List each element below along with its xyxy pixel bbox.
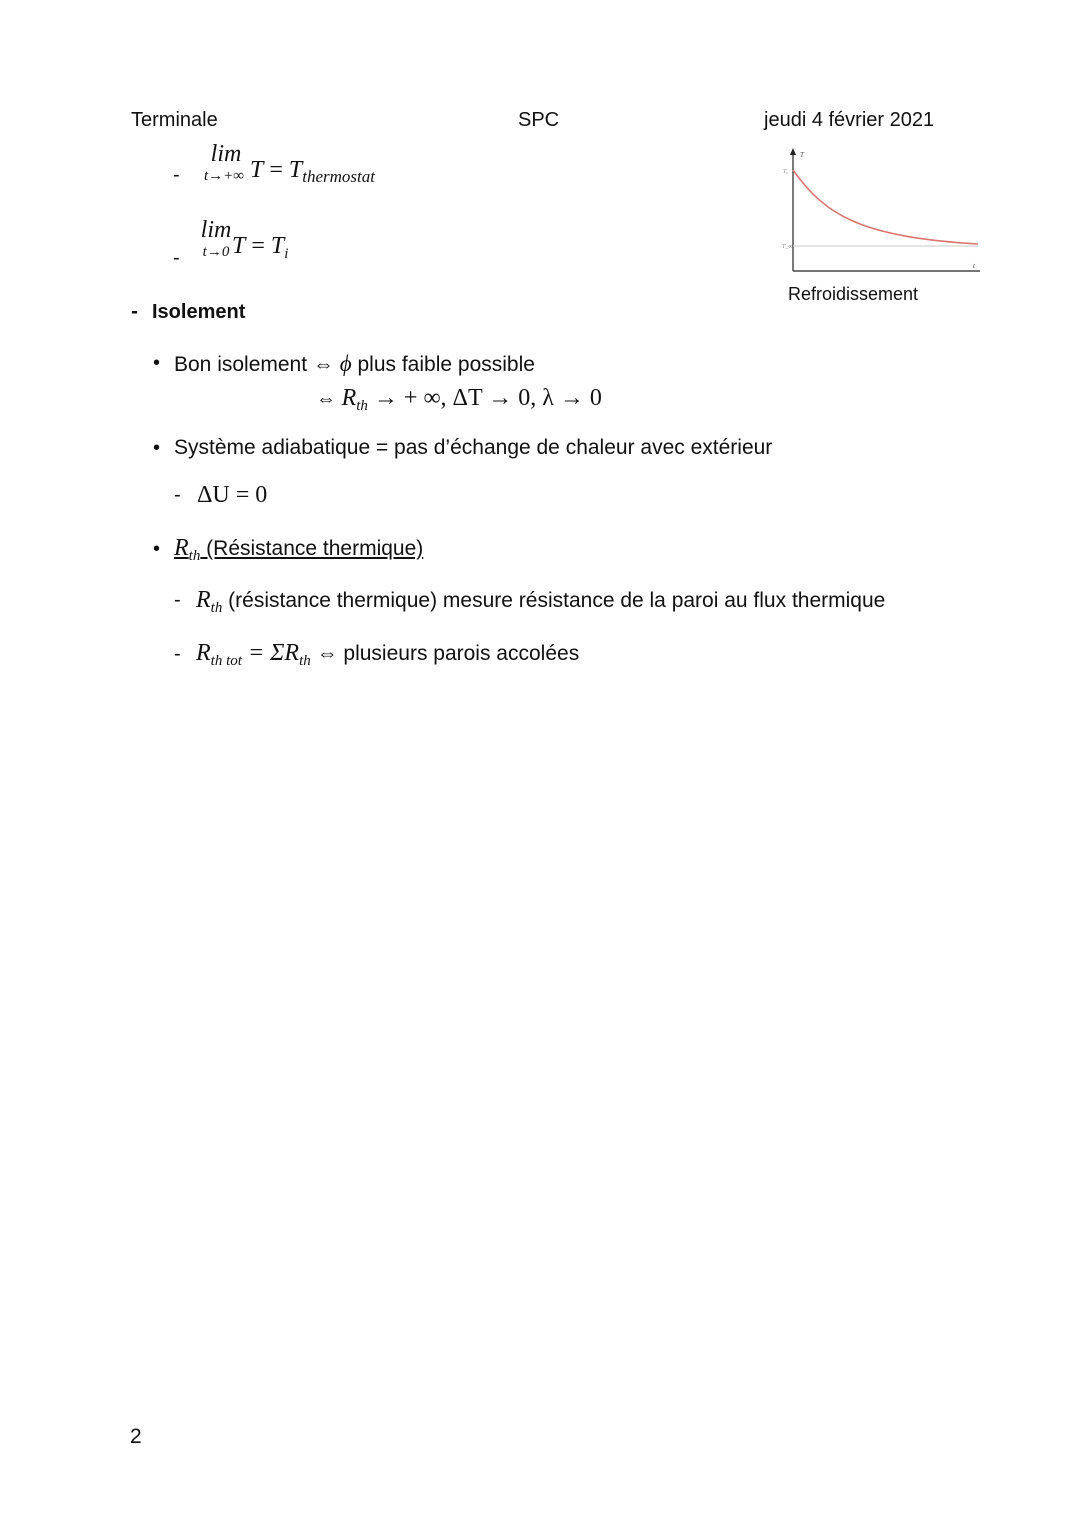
text: (résistance thermique) mesure résistance de la paroi au flux thermique xyxy=(222,589,886,612)
subscript-th: th xyxy=(356,398,368,414)
equals-sign: = xyxy=(269,157,283,183)
bullet-3-title xyxy=(174,535,423,565)
cooling-curve-figure xyxy=(780,145,985,277)
lim-subscript: t→+∞ xyxy=(204,168,244,184)
text: (Résistance thermique) xyxy=(200,537,424,560)
lim-label: lim xyxy=(200,217,232,243)
internal-energy-equation: ΔU = 0 xyxy=(197,482,268,508)
var-T: T xyxy=(232,233,246,259)
phi-symbol: ϕ xyxy=(339,351,352,376)
limit-2-equation xyxy=(232,233,288,263)
bullet-dot: • xyxy=(153,538,161,560)
tick-final-temp: T_∞ xyxy=(782,244,793,250)
text: plus faible possible xyxy=(351,353,535,376)
text: Bon isolement ⇔ xyxy=(174,353,340,376)
equivalence-symbol: ⇔ xyxy=(316,388,342,410)
lim-label: lim xyxy=(210,141,242,167)
equals-sign: = xyxy=(251,233,265,259)
bullet-3-sub-2 xyxy=(196,640,579,670)
figure-caption: Refroidissement xyxy=(788,284,919,304)
subscript-th: th xyxy=(210,600,223,616)
var-R: R xyxy=(196,640,211,666)
lim-subscript: t→0 xyxy=(202,244,230,260)
limit-1-equation xyxy=(250,157,375,187)
subscript-th: th xyxy=(299,653,311,669)
var-R: R xyxy=(174,535,189,561)
bullet-1-line-2 xyxy=(316,384,602,415)
dash-marker: - xyxy=(174,484,181,506)
y-axis-arrow-icon xyxy=(790,148,796,155)
subscript-th-tot: th tot xyxy=(210,653,242,669)
var-T: T xyxy=(250,157,264,183)
var-R: R xyxy=(196,587,211,613)
tick-initial-temp: T₀ xyxy=(783,169,789,175)
bullet-2-text: Système adiabatique = pas d’échange de chaleur avec extérieur xyxy=(174,436,773,459)
section-dash: - xyxy=(131,300,138,323)
subscript-th: th xyxy=(188,548,201,564)
bullet-1-line-1 xyxy=(174,351,535,377)
dash-marker: - xyxy=(174,589,181,611)
bullet-dot: • xyxy=(153,437,161,459)
sum-expression: = ΣR xyxy=(241,640,300,666)
page-number: 2 xyxy=(130,1425,142,1448)
limit-1-operator xyxy=(196,140,256,184)
bullet-dot: • xyxy=(153,352,161,374)
text: ⇔ plusieurs parois accolées xyxy=(310,642,580,665)
cooling-curve xyxy=(793,170,978,244)
dash-marker: - xyxy=(173,164,180,186)
var-R: R xyxy=(341,385,357,411)
header-date: jeudi 4 février 2021 xyxy=(764,109,935,131)
section-title: Isolement xyxy=(152,301,246,323)
dash-marker: - xyxy=(173,247,180,269)
var-T: T xyxy=(270,233,285,259)
var-T: T xyxy=(288,157,303,183)
x-axis-label: t xyxy=(973,262,975,270)
y-axis-label: T xyxy=(800,151,804,159)
header-subject: SPC xyxy=(518,109,560,131)
header-class: Terminale xyxy=(131,109,218,131)
bullet-3-sub-1 xyxy=(196,587,885,617)
dash-marker: - xyxy=(174,643,181,665)
limits-expression: → + ∞, ΔT → 0, λ → 0 xyxy=(367,385,602,411)
subscript-i: i xyxy=(284,246,289,262)
subscript-thermostat: thermostat xyxy=(302,167,375,186)
